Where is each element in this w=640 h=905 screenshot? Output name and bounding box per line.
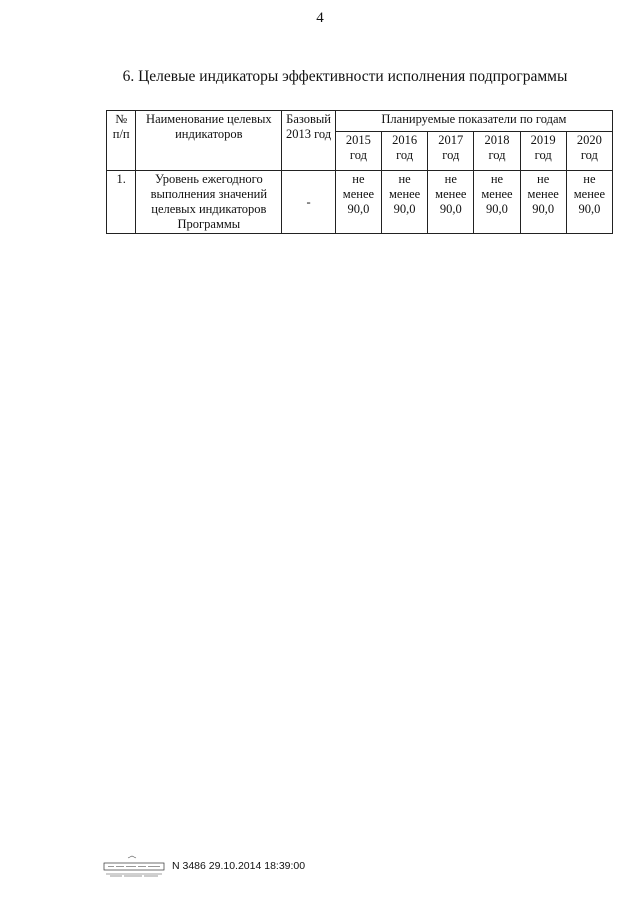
header-row — [107, 111, 613, 132]
registration-number: N 3486 29.10.2014 18:39:00 — [172, 860, 306, 872]
row-value: не менее 90,0 — [428, 171, 474, 234]
indicators-table — [106, 110, 613, 234]
header-year: 2019 год — [520, 132, 566, 171]
header-year: 2017 год — [428, 132, 474, 171]
row-value: не менее 90,0 — [566, 171, 612, 234]
table-row — [107, 171, 613, 234]
row-value: не менее 90,0 — [474, 171, 520, 234]
header-year: 2016 год — [382, 132, 428, 171]
section-title: 6. Целевые индикаторы эффективности исполнения подпрограммы — [122, 68, 568, 85]
row-name: Уровень ежегодного выполнения значений целевых индикаторов Программы — [136, 171, 282, 234]
header-year: 2015 год — [335, 132, 381, 171]
header-base: Базовый 2013 год — [282, 111, 336, 171]
row-value: не менее 90,0 — [335, 171, 381, 234]
header-name: Наименование целевых индикаторов — [136, 111, 282, 171]
header-num: № п/п — [107, 111, 136, 171]
row-num: 1. — [107, 171, 136, 234]
registration-footer — [102, 853, 305, 879]
row-base: - — [282, 171, 336, 234]
registry-stamp-icon — [102, 854, 166, 878]
header-year: 2018 год — [474, 132, 520, 171]
header-planned: Планируемые показатели по годам — [335, 111, 612, 132]
page-number: 4 — [316, 10, 324, 26]
row-value: не менее 90,0 — [520, 171, 566, 234]
header-year: 2020 год — [566, 132, 612, 171]
row-value: не менее 90,0 — [382, 171, 428, 234]
